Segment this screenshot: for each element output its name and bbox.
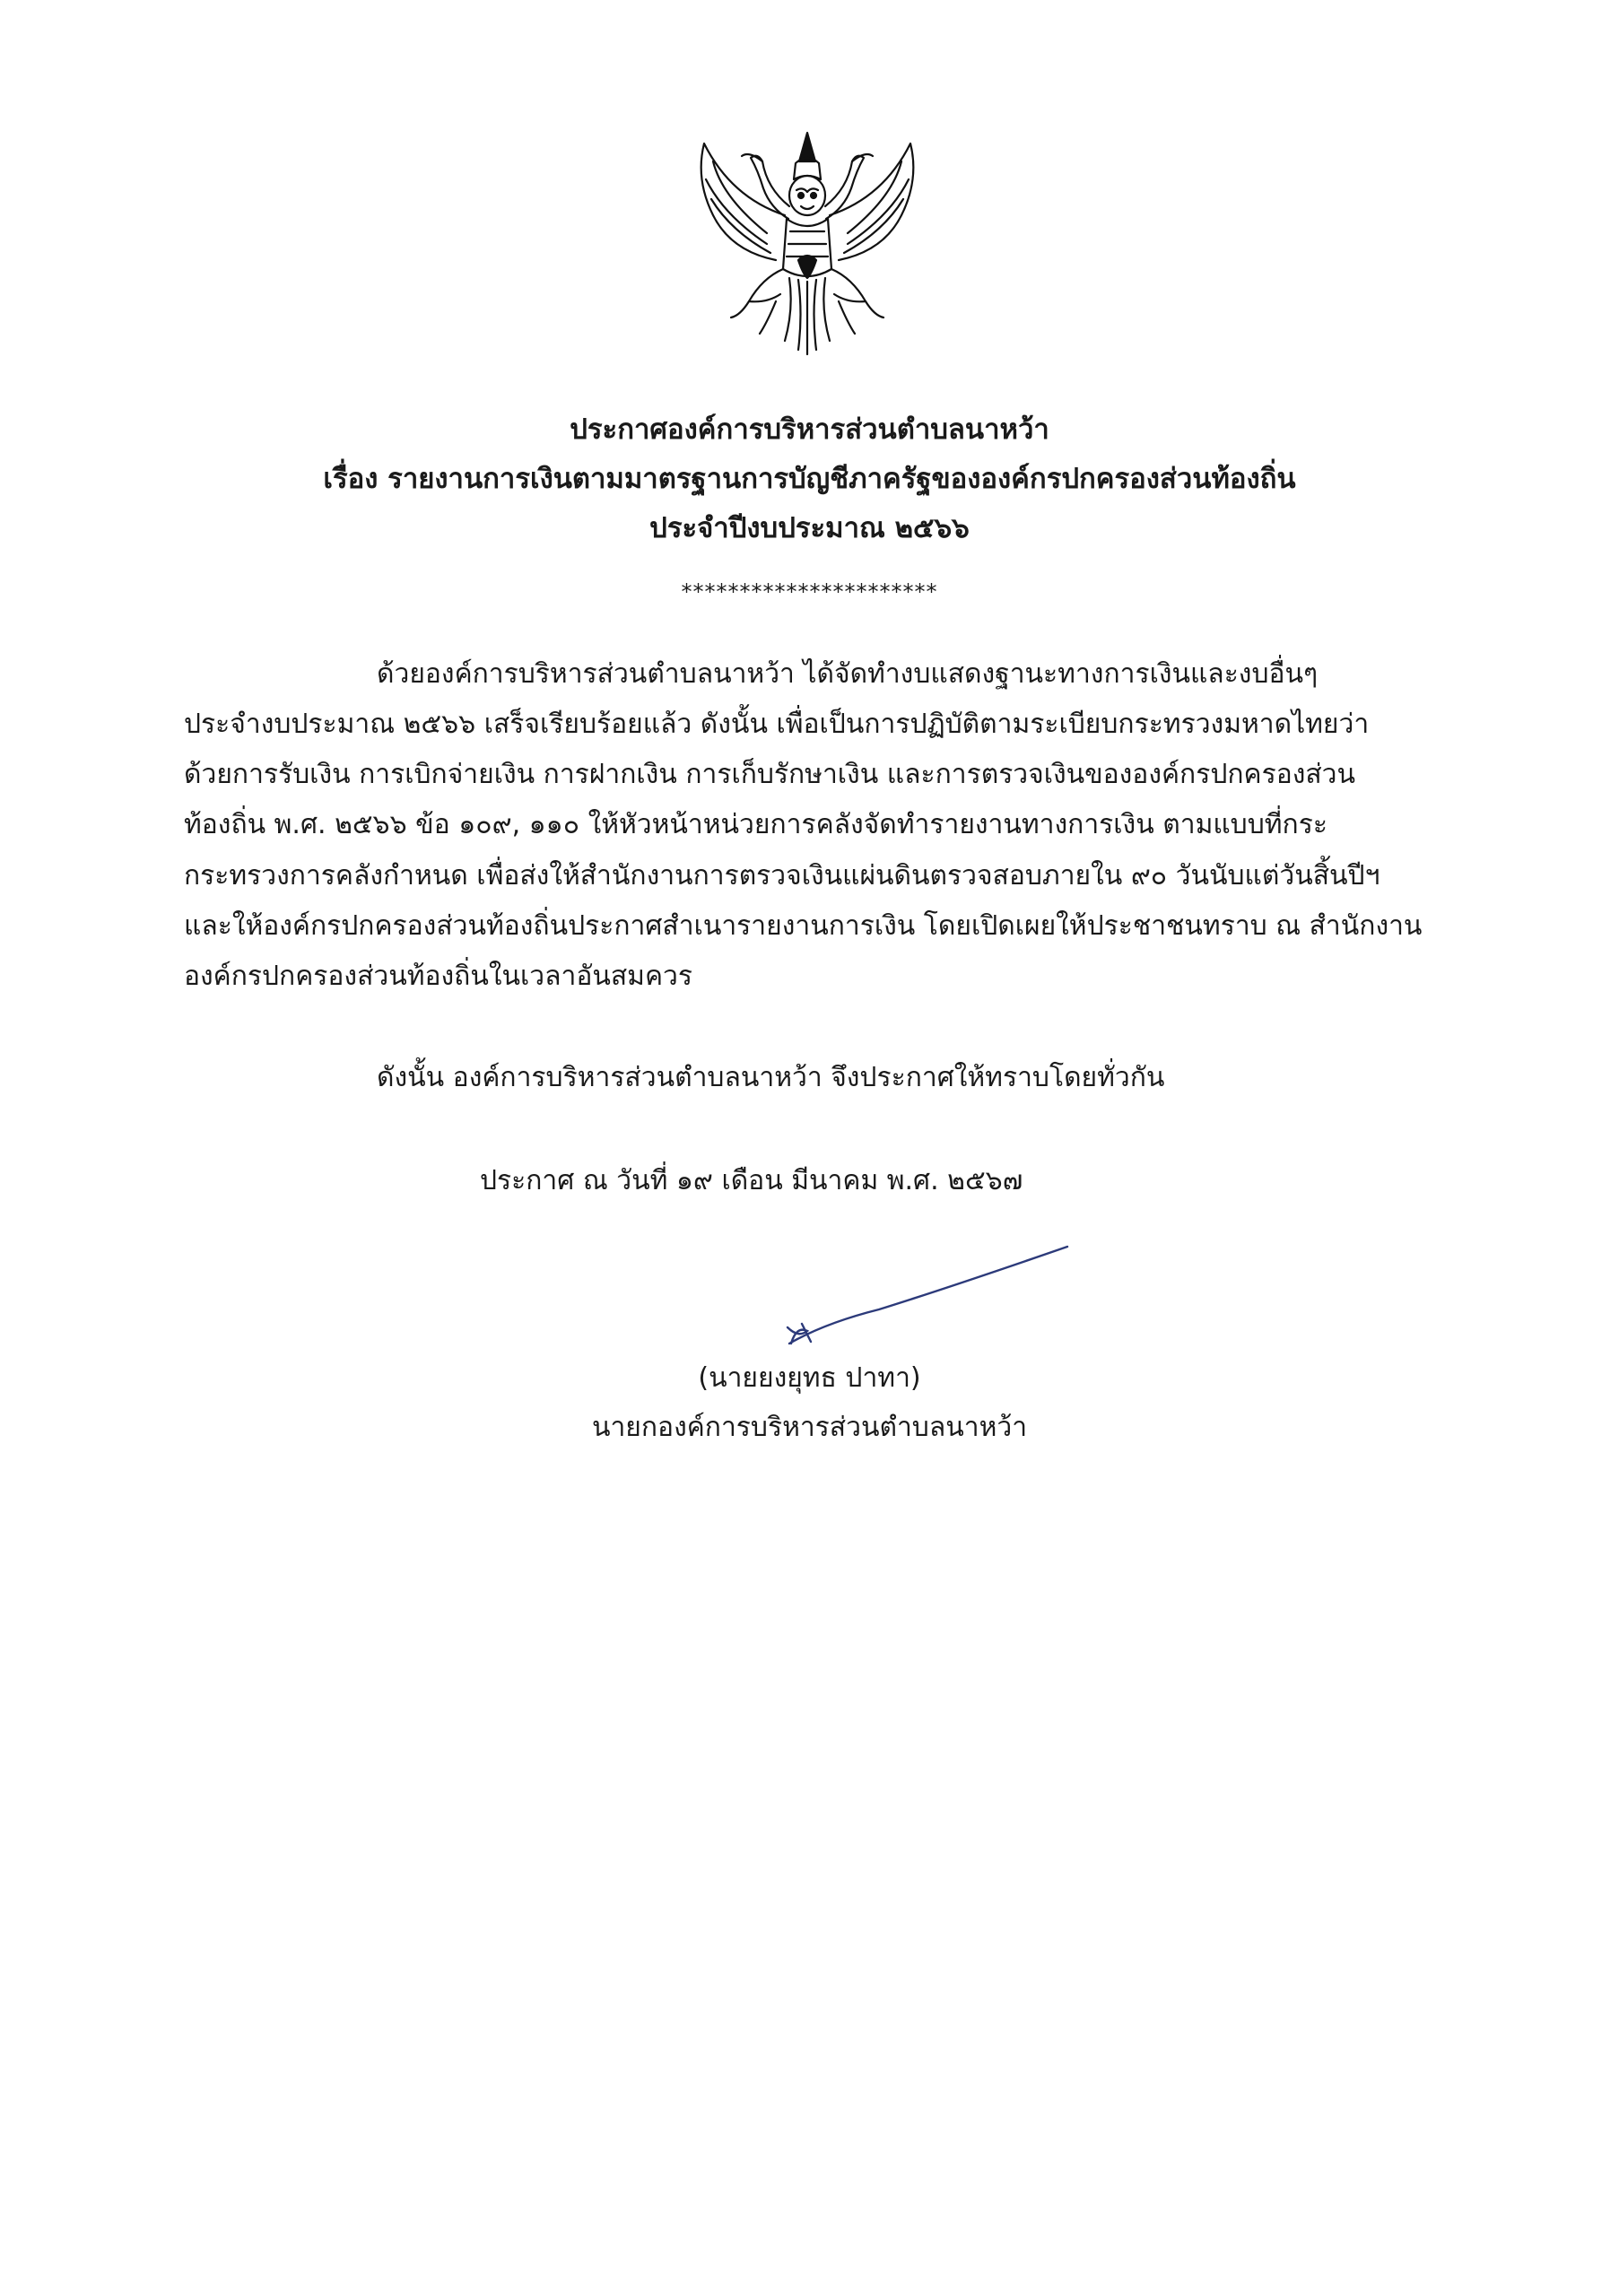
body-paragraph-line: ประจำงบประมาณ ๒๕๖๖ เสร็จเรียบร้อยแล้ว ดังนั้น เพื่อเป็นการปฏิบัติตามระเบียบกระทรวงมหาดไทยว่า — [184, 709, 1370, 740]
signer-name: (นายยงยุทธ ปาทา) — [698, 1362, 921, 1394]
signature-image — [771, 1238, 1076, 1354]
announcement-date: ประกาศ ณ วันที่ ๑๙ เดือน มีนาคม พ.ศ. ๒๕๖๗ — [480, 1165, 1023, 1196]
closing-statement: ดังนั้น องค์การบริหารส่วนตำบลนาหว้า จึงประกาศให้ทราบโดยทั่วกัน — [377, 1062, 1165, 1093]
body-paragraph-line: องค์กรปกครองส่วนท้องถิ่นในเวลาอันสมควร — [184, 961, 692, 992]
body-paragraph-line: กระทรวงการคลังกำหนด เพื่อส่งให้สำนักงานการตรวจเงินแผ่นดินตรวจสอบภายใน ๙๐ วันนับแต่วันสิ้นปีฯ — [184, 860, 1380, 891]
signer-title: นายกองค์การบริหารส่วนตำบลนาหว้า — [591, 1412, 1028, 1443]
announcement-subject: เรื่อง รายงานการเงินตามมาตรฐานการบัญชีภาครัฐขององค์กรปกครองส่วนท้องถิ่น — [323, 463, 1296, 495]
body-paragraph-line: ท้องถิ่น พ.ศ. ๒๕๖๖ ข้อ ๑๐๙, ๑๑๐ ให้หัวหน้าหน่วยการคลังจัดทำรายงานทางการเงิน ตามแบบที่กระ — [184, 809, 1327, 840]
fiscal-year-line: ประจำปีงบประมาณ ๒๕๖๖ — [649, 512, 970, 544]
separator-line: ********************** — [681, 579, 938, 604]
body-paragraph-line: ด้วยองค์การบริหารส่วนตำบลนาหว้า ได้จัดทำงบแสดงฐานะทางการเงินและงบอื่นๆ — [377, 658, 1319, 690]
body-paragraph-line: และให้องค์กรปกครองส่วนท้องถิ่นประกาศสำเนารายงานการเงิน โดยเปิดเผยให้ประชาชนทราบ ณ สำนักงาน — [184, 910, 1423, 942]
garuda-emblem-icon — [677, 126, 937, 363]
announcement-title: ประกาศองค์การบริหารส่วนตำบลนาหว้า — [570, 413, 1049, 446]
body-paragraph-line: ด้วยการรับเงิน การเบิกจ่ายเงิน การฝากเงิน การเก็บรักษาเงิน และการตรวจเงินขององค์กรปกครองส่วน — [184, 759, 1356, 790]
